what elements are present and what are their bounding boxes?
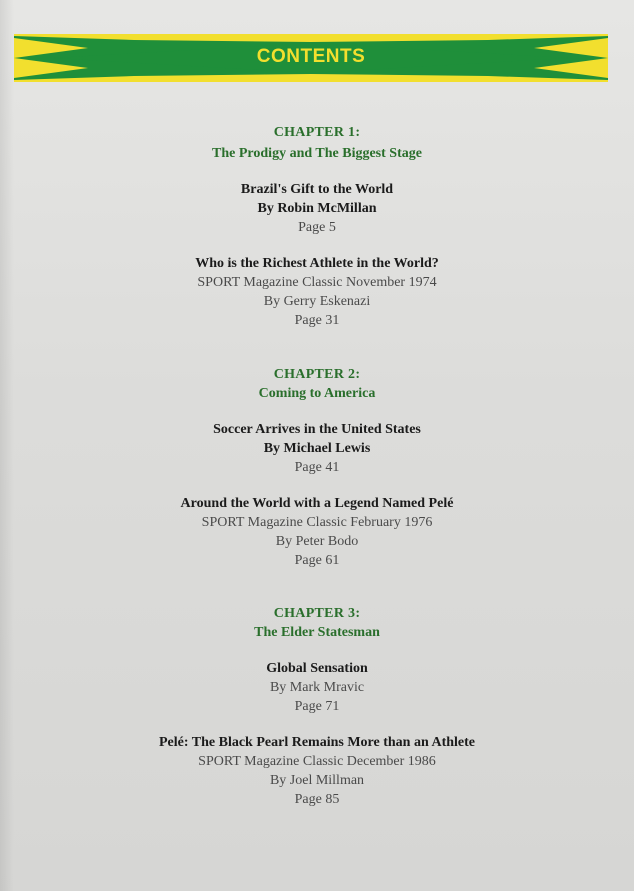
chapter-1-label: CHAPTER 1: — [273, 125, 361, 140]
article-author: By Joel Millman — [269, 773, 365, 788]
article-title: Around the World with a Legend Named Pelé — [180, 496, 454, 511]
article-page: Page 71 — [294, 699, 340, 714]
chapter-2-title: Coming to America — [258, 386, 376, 401]
article-page: Page 5 — [298, 220, 336, 235]
article-page: Page 85 — [294, 792, 340, 807]
article-author: By Michael Lewis — [263, 441, 371, 456]
article-author: By Mark Mravic — [269, 680, 365, 695]
article-title: Soccer Arrives in the United States — [213, 422, 421, 437]
article-title: Global Sensation — [266, 661, 368, 676]
article-title: Pelé: The Black Pearl Remains More than an Athlete — [159, 735, 475, 750]
chapter-3-title: The Elder Statesman — [254, 625, 380, 640]
article-title: Who is the Richest Athlete in the World? — [195, 256, 439, 271]
contents-title: CONTENTS — [256, 46, 366, 67]
article-page: Page 41 — [294, 460, 340, 475]
chapter-2-label: CHAPTER 2: — [273, 367, 361, 382]
article-source: SPORT Magazine Classic December 1986 — [198, 754, 436, 769]
article-page: Page 61 — [294, 553, 340, 568]
chapter-1-title: The Prodigy and The Biggest Stage — [212, 146, 422, 161]
article-source: SPORT Magazine Classic November 1974 — [197, 275, 437, 290]
contents-banner — [14, 34, 608, 82]
article-source: SPORT Magazine Classic February 1976 — [201, 515, 433, 530]
article-page: Page 31 — [294, 313, 340, 328]
chapter-3-label: CHAPTER 3: — [273, 606, 361, 621]
article-author: By Peter Bodo — [275, 534, 359, 549]
article-author: By Gerry Eskenazi — [263, 294, 371, 309]
article-title: Brazil's Gift to the World — [240, 182, 394, 197]
article-author: By Robin McMillan — [257, 201, 377, 216]
